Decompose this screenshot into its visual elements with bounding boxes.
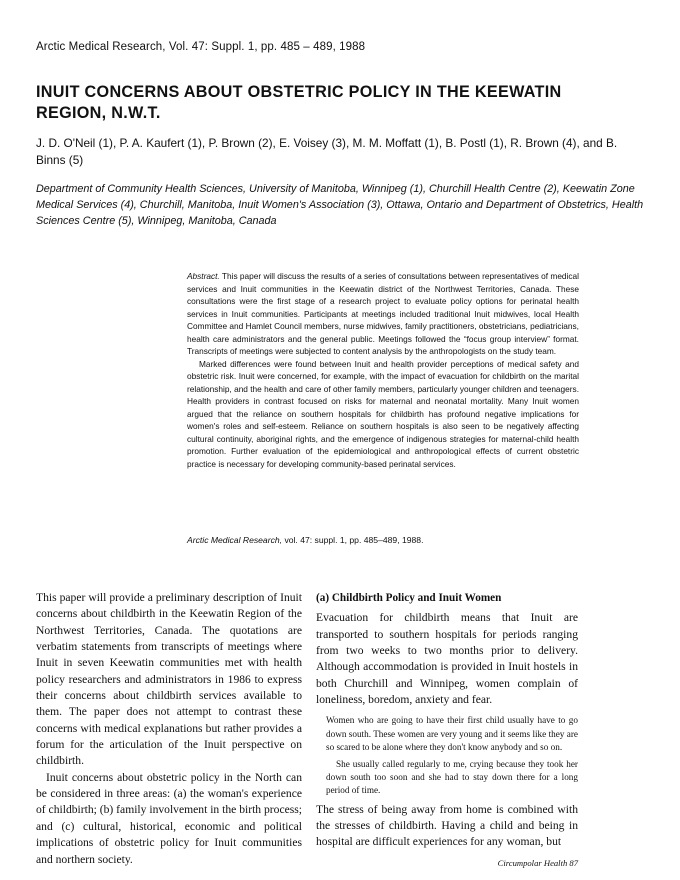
body-column-left <box>36 590 302 868</box>
running-footer: Circumpolar Health 87 <box>497 858 578 868</box>
abstract-paragraph-2: Marked differences were found between Inuit and health provider perceptions of medical safety and obstetric risk. Inuit were concerned, for example, with the impact of evacuation for childbirth on the marital relationship, and the health and care of other family members, particularly younger children and teenagers. Health providers in contrast focused on risks for maternal and neonatal mortality. Many Inuit women argued that the reliance on southern hospitals for childbirth has profound negative implications for women's roles and self-esteem. Reliance on southern hospitals is also seen to be negatively affecting cultural continuity, aboriginal rights, and the emergence of indigenous strategies for maternal-child health promotion. Further evaluation of the epidemiological and anthropological effects of current obstetric practice is necessary for developing community-based perinatal services. <box>187 358 579 469</box>
citation-details: vol. 47: suppl. 1, pp. 485–489, 1988. <box>284 535 424 545</box>
section-heading: (a) Childbirth Policy and Inuit Women <box>316 592 502 604</box>
body-column-right <box>316 590 578 851</box>
abstract <box>187 270 579 470</box>
body-paragraph: The stress of being away from home is combined with the stresses of childbirth. Having a child and being in hospital are difficult experiences for any woman, but <box>316 802 578 849</box>
block-quote: She usually called regularly to me, crying because they took her down south too soon and she had to stay down there for a long period of time. <box>326 759 578 796</box>
abstract-text-1: This paper will discuss the results of a series of consultations between representatives of medical services and Inuit communities in the Keewatin district of the Northwest Territories, Canada. These consultations were the first stage of a research project to evaluate policy options for perinatal health services in Inuit communities. Participants at meetings included traditional Inuit midwives, local Health Committee and Hamlet Council members, nurse midwives, family practitioners, obstetricians, pediatricians, health care administrators and the general public. Meetings followed the “focus group interview” format. Transcripts of meetings were subjected to content analysis by the anthropologists on the study team. <box>187 271 579 356</box>
article-title: INUIT CONCERNS ABOUT OBSTETRIC POLICY IN THE KEEWATIN REGION, N.W.T. <box>36 83 562 122</box>
abstract-paragraph-1 <box>187 270 579 358</box>
abstract-label: Abstract. <box>187 271 220 281</box>
journal-citation-header: Arctic Medical Research, Vol. 47: Suppl. 1, pp. 485 – 489, 1988 <box>36 41 366 53</box>
abstract-citation <box>187 534 579 546</box>
author-affiliations: Department of Community Health Sciences, University of Manitoba, Winnipeg (1), Churchill Health Centre (2), Keewatin Zone Medical Services (4), Churchill, Manitoba, Inuit Women's Association (3), Ottawa, Ontario and Department of Obstetrics, Health Sciences Centre (5), Winnipeg, Manitoba, Canada <box>36 183 644 227</box>
author-list: J. D. O'Neil (1), P. A. Kaufert (1), P. Brown (2), E. Voisey (3), M. M. Moffatt (1), B. Postl (1), R. Brown (4), and B. Binns (5) <box>36 136 618 167</box>
body-paragraph: This paper will provide a preliminary description of Inuit concerns about childbirth in the Keewatin Region of the Northwest Territories, Canada. The quotations are verbatim statements from transcripts of meetings where Inuit in seven Keewatin communities met with health policy researchers and administrators in 1986 to express their concerns about childbirth services available to them. The paper does not attempt to contrast these concerns with medical explanations but rather provides a forum for the articulation of the Inuit perspective on childbirth. <box>36 591 302 768</box>
citation-journal: Arctic Medical Research, <box>187 535 283 545</box>
body-paragraph: Inuit concerns about obstetric policy in the North can be considered in three areas: (a) the woman's experience of childbirth; (b) family involvement in the birth process; and (c) cultural, historical, economic and political implications of obstetric policy for Inuit communities and northern society. <box>36 770 302 866</box>
body-paragraph: Evacuation for childbirth means that Inuit are transported to southern hospitals for periods ranging from two weeks to two months prior to delivery. Although accommodation is provided in Inuit hostels in both Churchill and Winnipeg, women complain of loneliness, boredom, anxiety and fear. <box>316 611 578 707</box>
block-quote: Women who are going to have their first child usually have to go down south. These women are very young and it seems like they are so scared to be alone where they don't know anybody and so on. <box>326 715 578 752</box>
